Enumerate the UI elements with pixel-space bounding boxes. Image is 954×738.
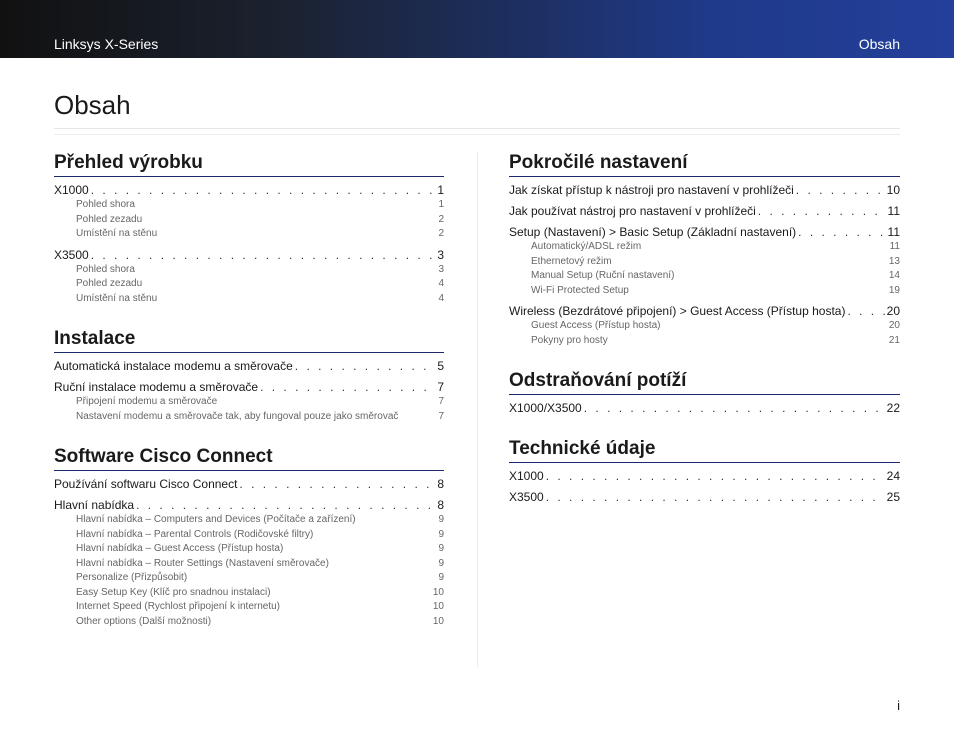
toc-entry-page: 7 <box>437 380 444 394</box>
toc-entry-link[interactable] <box>54 359 444 374</box>
toc-entry-link[interactable] <box>509 469 900 484</box>
page-title: Obsah <box>54 90 131 120</box>
toc-subentry-link[interactable] <box>54 213 444 228</box>
toc-entry-link[interactable] <box>54 498 444 513</box>
toc-entry-title: X1000/X3500 <box>509 401 582 415</box>
toc-subentry-page: 4 <box>438 292 444 304</box>
toc-section <box>509 438 900 505</box>
toc-subentry-title: Guest Access (Přístup hosta) <box>531 320 661 331</box>
toc-subentry-page: 4 <box>438 278 444 289</box>
toc-section <box>509 370 900 416</box>
toc-entry-page: 10 <box>886 183 900 197</box>
toc-entry-page: 20 <box>886 304 900 318</box>
dot-leader <box>260 380 435 395</box>
toc-subentry-page: 9 <box>438 528 444 540</box>
dot-leader <box>796 183 885 198</box>
toc-subentry-link[interactable] <box>54 586 444 601</box>
toc-entry-title: Wireless (Bezdrátové připojení) > Guest Access (Přístup hosta) <box>509 304 846 318</box>
toc-entry-link[interactable] <box>54 248 444 263</box>
toc-entry-link[interactable] <box>509 225 900 240</box>
toc-subentry-link[interactable] <box>54 557 444 572</box>
toc-right-column <box>509 152 900 527</box>
toc-subentry-link[interactable] <box>54 410 444 425</box>
dot-leader <box>546 490 885 505</box>
column-divider <box>477 152 478 667</box>
toc-subentry-link[interactable] <box>54 528 444 543</box>
toc-entry-title: Automatická instalace modemu a směrovače <box>54 359 293 373</box>
header-product-name: Linksys X-Series <box>54 36 159 52</box>
toc-subentry-title: Internet Speed (Rychlost připojení k internetu) <box>76 601 280 612</box>
toc-subentry-title: Manual Setup (Ruční nastavení) <box>531 270 675 281</box>
section-title: Pokročilé nastavení <box>509 152 900 177</box>
toc-subentry-page: 10 <box>432 615 444 627</box>
toc-entry-page: 5 <box>437 359 444 373</box>
toc-subentry-page: 9 <box>438 543 444 554</box>
toc-subentry-title: Nastavení modemu a směrovače tak, aby fungoval pouze jako směrovač <box>76 410 399 422</box>
dot-leader <box>91 183 436 198</box>
toc-subentry-link[interactable] <box>509 334 900 349</box>
toc-entry-link[interactable] <box>509 490 900 505</box>
toc-subentry-link[interactable] <box>54 395 444 410</box>
toc-entry-page: 1 <box>437 183 444 197</box>
toc-subentry-page: 10 <box>432 586 444 598</box>
toc-subentry-link[interactable] <box>509 255 900 270</box>
toc-entry-page: 25 <box>886 490 900 504</box>
title-divider-secondary <box>54 134 900 135</box>
dot-leader <box>136 498 435 513</box>
page-number: i <box>897 698 900 713</box>
toc-subentry-page: 9 <box>438 557 444 569</box>
toc-subentry-page: 9 <box>438 572 444 583</box>
toc-subentry-link[interactable] <box>54 542 444 557</box>
toc-entry-title: Hlavní nabídka <box>54 498 135 512</box>
dot-leader <box>847 304 884 319</box>
toc-subentry-link[interactable] <box>54 198 444 213</box>
toc-subentry-title: Personalize (Přizpůsobit) <box>76 572 188 583</box>
toc-subentry-page: 7 <box>438 396 444 407</box>
toc-subentry-link[interactable] <box>509 284 900 299</box>
toc-subentry-link[interactable] <box>509 240 900 255</box>
toc-subentry-page: 11 <box>889 241 900 252</box>
toc-subentry-page: 9 <box>438 514 444 525</box>
toc-subentry-title: Pohled shora <box>76 199 135 210</box>
toc-subentry-title: Hlavní nabídka – Parental Controls (Rodičovské filtry) <box>76 528 314 540</box>
toc-subentry-page: 10 <box>432 601 444 612</box>
toc-subentry-page: 3 <box>438 263 444 275</box>
toc-subentry-title: Easy Setup Key (Klíč pro snadnou instalaci) <box>76 586 271 598</box>
section-title: Odstraňování potíží <box>509 370 900 395</box>
dot-leader <box>798 225 885 240</box>
toc-entry-page: 22 <box>886 401 900 415</box>
toc-entry-title: Jak získat přístup k nástroji pro nastavení v prohlížeči <box>509 183 794 197</box>
toc-subentry-page: 2 <box>438 228 444 239</box>
toc-entry-title: X3500 <box>509 490 544 504</box>
toc-subentry-title: Wi-Fi Protected Setup <box>531 284 629 296</box>
toc-subentry-title: Hlavní nabídka – Router Settings (Nastavení směrovače) <box>76 557 329 569</box>
toc-entry-title: X1000 <box>509 469 544 483</box>
page-header <box>0 0 954 58</box>
toc-section <box>54 152 444 306</box>
toc-subentry-link[interactable] <box>54 263 444 278</box>
toc-subentry-title: Umístění na stěnu <box>76 292 158 304</box>
toc-subentry-link[interactable] <box>54 277 444 292</box>
toc-subentry-link[interactable] <box>54 292 444 307</box>
title-divider <box>54 128 900 129</box>
toc-subentry-title: Připojení modemu a směrovače <box>76 396 218 407</box>
section-title: Technické údaje <box>509 438 900 463</box>
toc-entry-title: Setup (Nastavení) > Basic Setup (Základní nastavení) <box>509 225 797 239</box>
toc-entry-link[interactable] <box>509 204 900 219</box>
toc-subentry-page: 7 <box>438 410 444 422</box>
toc-left-column <box>54 152 444 651</box>
toc-subentry-page: 19 <box>888 284 900 296</box>
toc-entry-link[interactable] <box>54 380 444 395</box>
dot-leader <box>91 248 436 263</box>
section-title: Instalace <box>54 328 444 353</box>
toc-entry-title: X1000 <box>54 183 89 197</box>
toc-subentry-title: Hlavní nabídka – Computers and Devices (Počítače a zařízení) <box>76 514 356 525</box>
dot-leader <box>546 469 885 484</box>
toc-subentry-title: Umístění na stěnu <box>76 228 158 239</box>
toc-entry-link[interactable] <box>54 183 444 198</box>
toc-entry-page: 3 <box>437 247 444 262</box>
toc-subentry-link[interactable] <box>509 269 900 284</box>
toc-subentry-title: Ethernetový režim <box>531 255 612 267</box>
toc-entry-link[interactable] <box>54 477 444 492</box>
toc-entry-page: 11 <box>887 225 900 239</box>
toc-subentry-link[interactable] <box>54 600 444 615</box>
toc-subentry-link[interactable] <box>54 615 444 630</box>
toc-subentry-title: Pokyny pro hosty <box>531 334 608 346</box>
toc-subentry-title: Automatický/ADSL režim <box>531 241 642 252</box>
toc-subentry-title: Other options (Další možnosti) <box>76 615 212 627</box>
toc-subentry-page: 2 <box>438 213 444 225</box>
dot-leader <box>295 359 436 374</box>
toc-subentry-page: 1 <box>438 199 444 210</box>
toc-subentry-title: Pohled zezadu <box>76 278 143 289</box>
toc-entry-page: 8 <box>437 477 444 491</box>
toc-entry-link[interactable] <box>509 304 900 319</box>
toc-entry-page: 8 <box>437 498 444 512</box>
dot-leader <box>758 204 886 219</box>
toc-subentry-page: 21 <box>888 334 900 346</box>
toc-section <box>54 328 444 424</box>
toc-subentry-page: 13 <box>888 255 900 267</box>
toc-section <box>509 152 900 348</box>
toc-subentry-link[interactable] <box>54 513 444 528</box>
toc-subentry-page: 14 <box>888 270 900 281</box>
toc-entry-page: 11 <box>887 204 900 218</box>
toc-subentry-page: 20 <box>888 320 900 331</box>
toc-entry-title: Jak používat nástroj pro nastavení v prohlížeči <box>509 204 756 218</box>
toc-entry-title: Používání softwaru Cisco Connect <box>54 477 238 491</box>
toc-subentry-title: Pohled zezadu <box>76 213 143 225</box>
header-section-name: Obsah <box>858 36 900 52</box>
toc-section <box>54 446 444 629</box>
toc-subentry-link[interactable] <box>54 571 444 586</box>
toc-subentry-title: Pohled shora <box>76 263 135 275</box>
toc-entry-link[interactable] <box>509 183 900 198</box>
toc-entry-title: Ruční instalace modemu a směrovače <box>54 380 259 394</box>
toc-entry-title: X3500 <box>54 247 89 262</box>
toc-entry-link[interactable] <box>509 401 900 416</box>
toc-entry-page: 24 <box>886 469 900 483</box>
toc-subentry-link[interactable] <box>54 227 444 242</box>
section-title: Software Cisco Connect <box>54 446 444 471</box>
toc-subentry-link[interactable] <box>509 319 900 334</box>
section-title: Přehled výrobku <box>54 152 444 177</box>
dot-leader <box>239 477 435 492</box>
toc-subentry-title: Hlavní nabídka – Guest Access (Přístup hosta) <box>76 543 284 554</box>
dot-leader <box>584 401 885 416</box>
